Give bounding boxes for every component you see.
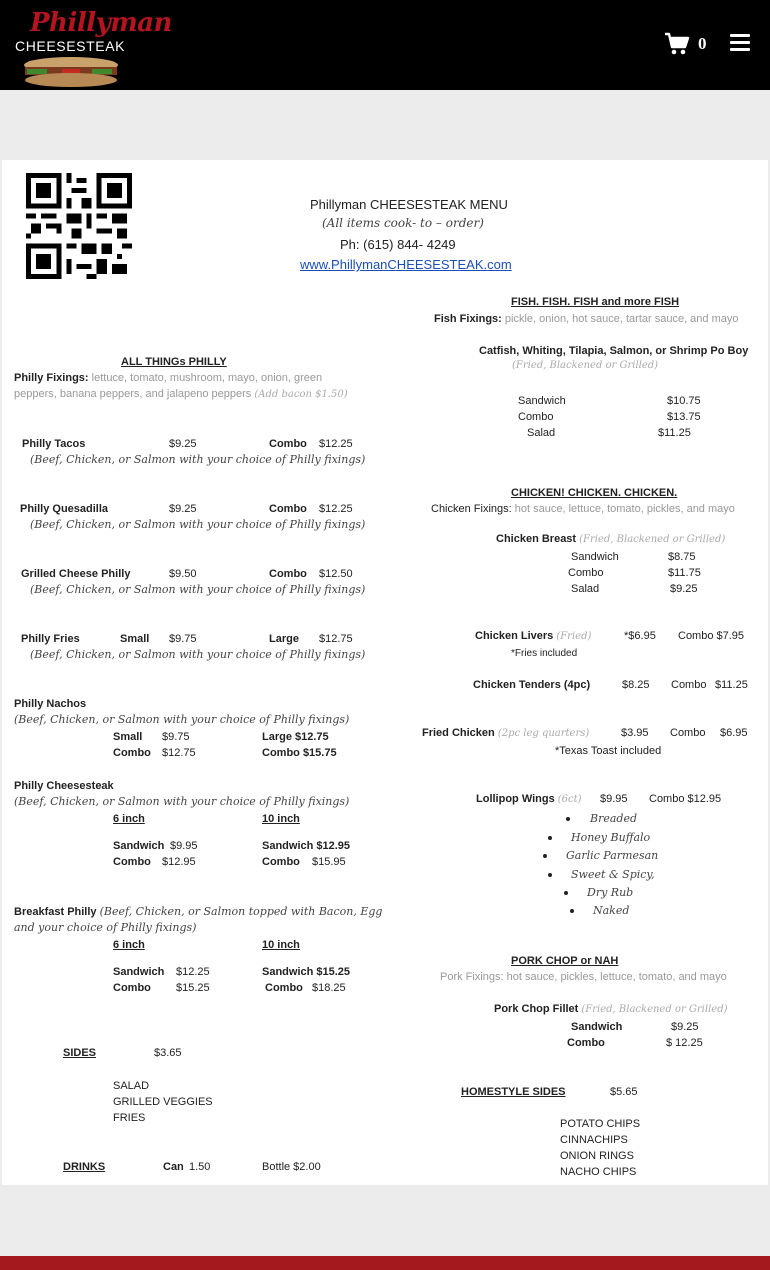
quesadilla-combo-price: $12.25 [319,503,353,515]
cheesesteak-sandwich-label: Sandwich [113,840,165,852]
logo-wordmark: CHEESESTEAK [15,38,126,54]
logo-script-text: Phillyman [30,8,172,38]
quesadilla-name: Philly Quesadilla [20,503,109,515]
fish-combo-label: Combo [518,411,554,423]
breakfast-6inch: 6 inch [113,939,145,951]
chicken-tenders-price: $8.25 [622,679,650,691]
pork-combo-label: Combo [567,1037,605,1049]
tacos-combo-label: Combo [269,438,307,450]
fried-chicken-combo-price: $6.95 [720,727,748,739]
homestyle-side-item: POTATO CHIPS [560,1118,641,1130]
chicken-breast-style: (Fried, Blackened or Grilled) [579,534,726,545]
cart-icon [664,32,690,56]
breakfast-combo-10: $18.25 [312,982,346,994]
breakfast-sandwich-label: Sandwich [113,966,165,978]
fries-large-price: $12.75 [319,633,353,645]
grilled-cheese-choice-note: (Beef, Chicken, or Salmon with your choice of Philly fixings) [30,583,366,596]
chicken-combo-price: $11.75 [668,567,701,579]
bullet-icon [543,854,547,858]
fries-name: Philly Fries [21,633,80,645]
drinks-can-price: 1.50 [189,1161,211,1173]
fried-chicken-note: (2pc leg quarters) [497,728,590,739]
qr-code-icon [26,173,132,279]
breakfast-desc2: and your choice of Philly fixings) [14,921,197,934]
bullet-icon [548,873,552,877]
chicken-livers [475,630,591,642]
fish-fixings-text: pickle, onion, hot sauce, tartar sauce, and mayo [504,313,739,325]
lollipop-wings-price: $9.95 [600,793,628,805]
texas-toast-note: *Texas Toast included [555,745,662,757]
cheesesteak-combo10-label: Combo [262,856,300,868]
fish-sandwich-label: Sandwich [518,395,566,407]
fish-salad-price: $11.25 [658,427,691,439]
pork-combo-price: $ 12.25 [666,1037,703,1049]
philly-fixings-label: Philly Fixings: [14,372,89,384]
breakfast-desc1: (Beef, Chicken, or Salmon topped with Bacon, Egg [99,905,383,918]
breakfast-sandwich-6: $12.25 [176,966,210,978]
wing-style-item: Naked [593,904,630,917]
lollipop-wings-label: Lollipop Wings [476,793,555,805]
bullet-icon [570,909,574,913]
fish-heading: FISH. FISH. FISH and more FISH [511,296,680,308]
chicken-tenders-combo-price: $11.25 [715,679,748,691]
breakfast-combo-label: Combo [113,982,151,994]
cheesesteak-choice-note: (Beef, Chicken, or Salmon with your choice of Philly fixings) [14,795,350,808]
philly-fixings-line1: lettuce, tomato, mushroom, mayo, onion, green [91,372,323,384]
philly-fixings-cont [14,388,348,400]
chicken-livers-price: *$6.95 [624,630,656,642]
cart-button[interactable] [664,30,714,60]
chicken-fixings-text: hot sauce, lettuce, tomato, pickles, and mayo [514,503,735,515]
fish-sandwich-price: $10.75 [667,395,701,407]
side-item: GRILLED VEGGIES [113,1096,213,1108]
side-item: FRIES [113,1112,146,1124]
wing-style-item: Honey Buffalo [571,831,651,844]
philly-fixings [14,372,322,384]
quesadilla-price: $9.25 [169,503,197,515]
bullet-icon [548,836,552,840]
pork-fillet-style: (Fried, Blackened or Grilled) [581,1004,728,1015]
nachos-combo2: Combo $15.75 [262,747,337,759]
wing-style-item: Dry Rub [587,886,634,899]
chicken-livers-combo: Combo $7.95 [678,630,745,642]
chicken-sandwich-price: $8.75 [668,551,696,563]
grilled-cheese-price: $9.50 [169,568,197,580]
bacon-note: (Add bacon $1.50) [254,389,348,400]
chicken-fixings-label: Chicken Fixings: [431,503,512,515]
nachos-small-price: $9.75 [162,731,190,743]
homestyle-side-item: NACHO CHIPS [560,1166,637,1178]
quesadilla-combo-label: Combo [269,503,307,515]
nachos-combo-price: $12.75 [162,747,196,759]
breakfast-combo-6: $15.25 [176,982,210,994]
chicken-tenders-label: Chicken Tenders (4pc) [473,679,591,691]
fish-salad-label: Salad [527,427,556,439]
homestyle-side-item: ONION RINGS [560,1150,634,1162]
site-logo[interactable] [14,8,172,88]
breakfast-combo10-label: Combo [265,982,303,994]
nachos-small-label: Small [113,731,143,743]
menu-subtitle: (All items cook- to – order) [322,216,484,230]
fried-chicken-price: $3.95 [621,727,649,739]
homestyle-side-item: CINNACHIPS [560,1134,628,1146]
tacos-name: Philly Tacos [22,438,86,450]
chicken-breast-label: Chicken Breast [496,533,577,545]
tacos-price: $9.25 [169,438,197,450]
homestyle-sides-price: $5.65 [610,1086,638,1098]
chicken-tenders-combo-label: Combo [671,679,707,691]
cheesesteak-combo-label: Combo [113,856,151,868]
chicken-breast [496,533,725,545]
sides-price: $3.65 [154,1047,182,1059]
nachos-choice-note: (Beef, Chicken, or Salmon with your choice of Philly fixings) [14,713,350,726]
sides-label: SIDES [63,1047,97,1059]
chicken-fixings [431,503,735,515]
site-footer-bar [0,1256,770,1270]
philly-fixings-line2: peppers, banana peppers, and jalapeno peppers [14,388,252,400]
breakfast-name: Breakfast Philly [14,906,97,918]
nachos-name: Philly Nachos [14,698,87,710]
bullet-icon [566,817,570,821]
pork-heading: PORK CHOP or NAH [511,955,619,967]
cheesesteak-10inch: 10 inch [262,813,300,825]
tacos-choice-note: (Beef, Chicken, or Salmon with your choice of Philly fixings) [30,453,366,466]
chicken-heading: CHICKEN! CHICKEN. CHICKEN. [511,487,678,499]
bullet-icon [564,891,568,895]
fries-small-label: Small [120,633,150,645]
chicken-combo-label: Combo [568,567,604,579]
fish-style: (Fried, Blackened or Grilled) [512,360,659,371]
philly-heading: ALL THINGs PHILLY [121,356,227,368]
phone-number: Ph: (615) 844- 4249 [340,237,456,252]
fish-fixings [434,313,738,325]
tacos-combo-price: $12.25 [319,438,353,450]
lollipop-wings-combo: Combo $12.95 [649,793,722,805]
wing-style-item: Garlic Parmesan [566,849,659,862]
nachos-large: Large $12.75 [262,731,329,743]
fish-combo-price: $13.75 [667,411,701,423]
fish-fixings-label: Fish Fixings: [434,313,502,325]
grilled-cheese-name: Grilled Cheese Philly [21,568,131,580]
fries-large-label: Large [269,633,299,645]
cheesesteak-6inch: 6 inch [113,813,145,825]
homestyle-sides-label: HOMESTYLE SIDES [461,1086,566,1098]
site-header [0,0,770,90]
cheesesteak-combo-10: $15.95 [312,856,346,868]
cheesesteak-sandwich-10: Sandwich $12.95 [262,840,351,852]
drinks-bottle: Bottle $2.00 [262,1161,321,1173]
wing-style-item: Breaded [590,812,638,825]
fried-chicken-combo-label: Combo [670,727,706,739]
breakfast-sandwich-10: Sandwich $15.25 [262,966,351,978]
pork-fixings: Pork Fixings: hot sauce, pickles, lettuce, tomato, and mayo [440,971,727,983]
chicken-livers-style: (Fried) [556,631,592,642]
cheesesteak-combo-6: $12.95 [162,856,196,868]
fish-types: Catfish, Whiting, Tilapia, Salmon, or Shrimp Po Boy [479,345,749,357]
drinks-can-label: Can [163,1161,184,1173]
menu-title: Phillyman CHEESESTEAK MENU [310,197,508,212]
cheesesteak-name: Philly Cheesesteak [14,780,114,792]
chicken-salad-label: Salad [571,583,600,595]
nachos-combo-label: Combo [113,747,151,759]
menu-document [2,160,768,1185]
pork-fillet [494,1003,728,1015]
breakfast-line1 [14,905,382,918]
pork-fillet-label: Pork Chop Fillet [494,1003,579,1015]
fries-choice-note: (Beef, Chicken, or Salmon with your choice of Philly fixings) [30,648,366,661]
wing-style-item: Sweet & Spicy, [571,868,655,881]
breakfast-10inch: 10 inch [262,939,300,951]
chicken-sandwich-label: Sandwich [571,551,619,563]
cart-count: 0 [698,34,707,53]
grilled-cheese-combo-price: $12.50 [319,568,353,580]
pork-sandwich-label: Sandwich [571,1021,623,1033]
side-item: SALAD [113,1080,150,1092]
fried-chicken-label: Fried Chicken [422,727,495,739]
website-link[interactable]: www.PhillymanCHEESESTEAK.com [300,257,512,272]
lollipop-wings [476,793,582,805]
quesadilla-choice-note: (Beef, Chicken, or Salmon with your choice of Philly fixings) [30,518,366,531]
pork-sandwich-price: $9.25 [671,1021,699,1033]
hamburger-menu-icon[interactable] [730,34,752,54]
lollipop-wings-count: (6ct) [557,794,582,805]
grilled-cheese-combo-label: Combo [269,568,307,580]
fries-included-note: *Fries included [511,648,578,659]
fries-small-price: $9.75 [169,633,197,645]
cheesesteak-sandwich-6: $9.95 [170,840,198,852]
chicken-livers-label: Chicken Livers [475,630,554,642]
drinks-label: DRINKS [63,1161,106,1173]
sandwich-icon [22,56,120,88]
chicken-salad-price: $9.25 [670,583,698,595]
fried-chicken [422,727,589,739]
